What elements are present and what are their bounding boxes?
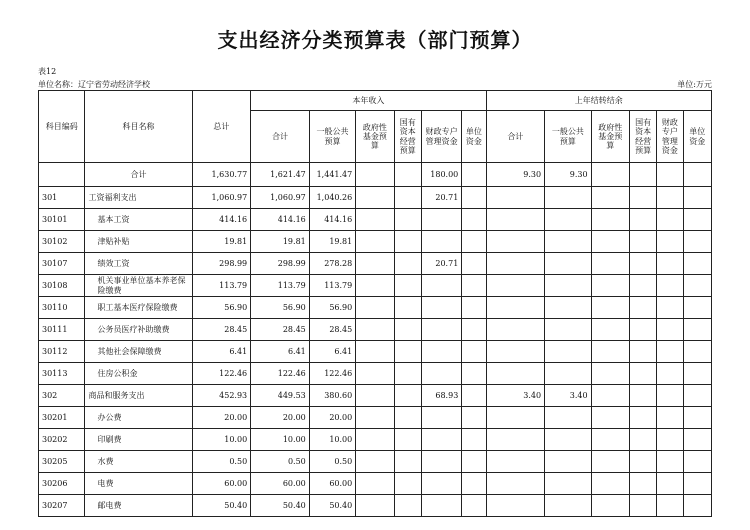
total-cell [394, 163, 421, 187]
row-value-cell [657, 429, 683, 451]
row-value-cell [545, 429, 591, 451]
row-value-cell [394, 253, 421, 275]
row-code: 30113 [39, 363, 85, 385]
row-value-cell: 113.79 [309, 275, 355, 297]
row-value-cell [591, 495, 629, 517]
row-value-cell: 68.93 [421, 385, 461, 407]
row-name: 办公费 [85, 407, 192, 429]
row-value-cell [486, 319, 545, 341]
row-value-cell [356, 363, 394, 385]
total-label: 合计 [85, 163, 192, 187]
row-value-cell [462, 429, 486, 451]
total-cell: 9.30 [545, 163, 591, 187]
row-name: 商品和服务支出 [85, 385, 192, 407]
row-value-cell [486, 253, 545, 275]
row-value-cell [356, 187, 394, 209]
row-value-cell [591, 187, 629, 209]
row-value-cell [545, 473, 591, 495]
row-value-cell: 414.16 [251, 209, 310, 231]
row-value-cell [486, 341, 545, 363]
header-code: 科目编码 [39, 91, 85, 163]
row-code: 30202 [39, 429, 85, 451]
row-value-cell [462, 275, 486, 297]
row-value-cell [629, 253, 656, 275]
row-value-cell [462, 253, 486, 275]
row-value-cell [462, 187, 486, 209]
row-value-cell [462, 473, 486, 495]
row-value-cell: 19.81 [251, 231, 310, 253]
row-value-cell: 50.40 [309, 495, 355, 517]
row-value-cell: 414.16 [192, 209, 251, 231]
row-name: 职工基本医疗保险缴费 [85, 297, 192, 319]
row-value-cell: 278.28 [309, 253, 355, 275]
row-value-cell [462, 231, 486, 253]
row-value-cell [462, 407, 486, 429]
row-value-cell [629, 451, 656, 473]
row-value-cell [629, 275, 656, 297]
row-value-cell [683, 187, 712, 209]
row-value-cell [462, 363, 486, 385]
row-value-cell [683, 363, 712, 385]
row-code: 30102 [39, 231, 85, 253]
table-row [39, 231, 712, 253]
row-value-cell [394, 275, 421, 297]
row-value-cell: 56.90 [192, 297, 251, 319]
row-value-cell: 28.45 [251, 319, 310, 341]
table-row [39, 297, 712, 319]
row-code: 30108 [39, 275, 85, 297]
row-value-cell: 113.79 [251, 275, 310, 297]
row-value-cell [545, 297, 591, 319]
row-value-cell [545, 407, 591, 429]
row-value-cell [486, 407, 545, 429]
unit-name: 单位名称：辽宁省劳动经济学校 [38, 80, 150, 89]
row-value-cell [657, 319, 683, 341]
row-value-cell [591, 451, 629, 473]
row-value-cell: 28.45 [309, 319, 355, 341]
row-value-cell: 113.79 [192, 275, 251, 297]
row-code: 302 [39, 385, 85, 407]
row-value-cell [421, 451, 461, 473]
row-value-cell [356, 209, 394, 231]
row-value-cell: 20.00 [192, 407, 251, 429]
row-value-cell [356, 253, 394, 275]
table-row [39, 319, 712, 341]
header-sub-unit: 单位资金 [462, 111, 486, 163]
row-value-cell [394, 407, 421, 429]
row-code: 30107 [39, 253, 85, 275]
row-value-cell [356, 231, 394, 253]
row-value-cell: 20.71 [421, 187, 461, 209]
row-value-cell: 1,060.97 [192, 187, 251, 209]
row-value-cell [657, 385, 683, 407]
table-row [39, 407, 712, 429]
row-value-cell [356, 275, 394, 297]
row-value-cell [629, 429, 656, 451]
header-current-year: 本年收入 [251, 91, 486, 111]
row-value-cell: 0.50 [192, 451, 251, 473]
row-value-cell [591, 297, 629, 319]
row-value-cell: 28.45 [192, 319, 251, 341]
row-value-cell [683, 253, 712, 275]
row-value-cell [657, 473, 683, 495]
header-sub2-capital: 国有资本经营预算 [629, 111, 656, 163]
header-sub-special: 财政专户管理资金 [421, 111, 461, 163]
total-cell: 1,621.47 [251, 163, 310, 187]
row-value-cell [545, 363, 591, 385]
row-value-cell: 60.00 [192, 473, 251, 495]
row-value-cell: 20.00 [309, 407, 355, 429]
total-row [39, 163, 712, 187]
row-value-cell [545, 495, 591, 517]
row-value-cell: 60.00 [251, 473, 310, 495]
table-row [39, 451, 712, 473]
row-value-cell [486, 495, 545, 517]
table-row [39, 385, 712, 407]
row-value-cell: 56.90 [309, 297, 355, 319]
row-value-cell [545, 451, 591, 473]
row-value-cell: 19.81 [309, 231, 355, 253]
row-value-cell: 414.16 [309, 209, 355, 231]
row-value-cell [486, 231, 545, 253]
header-sub2-unit: 单位资金 [683, 111, 712, 163]
row-value-cell [545, 187, 591, 209]
row-name: 住房公积金 [85, 363, 192, 385]
row-value-cell: 3.40 [486, 385, 545, 407]
table-row [39, 495, 712, 517]
row-value-cell: 6.41 [251, 341, 310, 363]
total-cell [629, 163, 656, 187]
row-value-cell [657, 297, 683, 319]
row-value-cell: 6.41 [192, 341, 251, 363]
row-value-cell: 380.60 [309, 385, 355, 407]
total-cell: 1,441.47 [309, 163, 355, 187]
row-value-cell [629, 187, 656, 209]
row-value-cell [462, 385, 486, 407]
row-value-cell [591, 275, 629, 297]
row-value-cell: 10.00 [192, 429, 251, 451]
table-number: 表12 [38, 67, 57, 76]
row-value-cell [629, 363, 656, 385]
total-cell [356, 163, 394, 187]
row-value-cell [394, 341, 421, 363]
row-value-cell [394, 363, 421, 385]
row-value-cell: 3.40 [545, 385, 591, 407]
total-cell [657, 163, 683, 187]
row-value-cell [545, 341, 591, 363]
row-value-cell [356, 297, 394, 319]
row-value-cell [486, 451, 545, 473]
row-value-cell [683, 495, 712, 517]
header-sub-total: 合计 [251, 111, 310, 163]
header-sub-fund: 政府性基金预算 [356, 111, 394, 163]
row-value-cell [545, 231, 591, 253]
row-value-cell [629, 495, 656, 517]
row-value-cell: 122.46 [192, 363, 251, 385]
row-value-cell: 56.90 [251, 297, 310, 319]
header-sub-general: 一般公共预算 [309, 111, 355, 163]
row-value-cell [394, 297, 421, 319]
row-value-cell: 452.93 [192, 385, 251, 407]
row-value-cell [356, 341, 394, 363]
total-cell: 1,630.77 [192, 163, 251, 187]
row-value-cell: 10.00 [309, 429, 355, 451]
row-name: 津贴补贴 [85, 231, 192, 253]
row-value-cell [486, 187, 545, 209]
budget-table [38, 90, 712, 517]
row-value-cell [356, 407, 394, 429]
row-value-cell [356, 473, 394, 495]
page-title: 支出经济分类预算表（部门预算） [217, 28, 533, 52]
row-value-cell [629, 473, 656, 495]
row-value-cell [421, 341, 461, 363]
row-name: 机关事业单位基本养老保险缴费 [85, 275, 192, 297]
row-value-cell [591, 363, 629, 385]
row-value-cell [683, 231, 712, 253]
row-value-cell [545, 275, 591, 297]
row-value-cell [394, 473, 421, 495]
row-value-cell [462, 341, 486, 363]
table-row [39, 275, 712, 297]
row-value-cell: 50.40 [251, 495, 310, 517]
row-value-cell [591, 407, 629, 429]
row-value-cell: 0.50 [251, 451, 310, 473]
row-code: 30206 [39, 473, 85, 495]
row-value-cell [462, 209, 486, 231]
header-sub2-fund: 政府性基金预算 [591, 111, 629, 163]
header-carryover: 上年结转结余 [486, 91, 711, 111]
total-code-cell [39, 163, 85, 187]
row-value-cell [421, 275, 461, 297]
row-value-cell [657, 407, 683, 429]
total-cell [462, 163, 486, 187]
row-value-cell [356, 495, 394, 517]
row-value-cell [683, 473, 712, 495]
row-value-cell [629, 209, 656, 231]
row-value-cell: 449.53 [251, 385, 310, 407]
row-value-cell [394, 231, 421, 253]
total-cell [591, 163, 629, 187]
row-value-cell [356, 319, 394, 341]
row-value-cell: 122.46 [251, 363, 310, 385]
row-value-cell [462, 297, 486, 319]
row-name: 水费 [85, 451, 192, 473]
header-sub2-general: 一般公共预算 [545, 111, 591, 163]
row-value-cell: 1,040.26 [309, 187, 355, 209]
row-value-cell [683, 341, 712, 363]
row-value-cell [421, 209, 461, 231]
row-value-cell [657, 253, 683, 275]
row-value-cell [657, 363, 683, 385]
row-value-cell [591, 429, 629, 451]
row-value-cell [591, 319, 629, 341]
row-value-cell [394, 319, 421, 341]
row-value-cell [462, 495, 486, 517]
row-value-cell [462, 319, 486, 341]
row-value-cell [462, 451, 486, 473]
row-value-cell [421, 363, 461, 385]
row-name: 公务员医疗补助缴费 [85, 319, 192, 341]
row-value-cell [683, 275, 712, 297]
header-total: 总计 [192, 91, 251, 163]
row-value-cell [629, 319, 656, 341]
row-code: 30111 [39, 319, 85, 341]
row-code: 30201 [39, 407, 85, 429]
row-value-cell [683, 407, 712, 429]
row-value-cell: 6.41 [309, 341, 355, 363]
header-sub2-total: 合计 [486, 111, 545, 163]
row-code: 30205 [39, 451, 85, 473]
header-sub2-special: 财政专户管理资金 [657, 111, 683, 163]
row-code: 30110 [39, 297, 85, 319]
header-sub-capital: 国有资本经营预算 [394, 111, 421, 163]
row-value-cell [394, 187, 421, 209]
row-value-cell [394, 451, 421, 473]
row-name: 电费 [85, 473, 192, 495]
unit-label: 单位:万元 [677, 80, 712, 89]
row-value-cell [356, 451, 394, 473]
table-row [39, 209, 712, 231]
row-value-cell [421, 231, 461, 253]
row-value-cell: 1,060.97 [251, 187, 310, 209]
row-value-cell [421, 297, 461, 319]
table-row [39, 341, 712, 363]
row-value-cell [486, 429, 545, 451]
row-name: 工资福利支出 [85, 187, 192, 209]
row-value-cell [657, 275, 683, 297]
row-name: 邮电费 [85, 495, 192, 517]
row-value-cell [683, 209, 712, 231]
row-name: 绩效工资 [85, 253, 192, 275]
row-name: 基本工资 [85, 209, 192, 231]
row-value-cell: 298.99 [192, 253, 251, 275]
row-value-cell [591, 231, 629, 253]
row-value-cell [591, 473, 629, 495]
row-value-cell [657, 187, 683, 209]
row-value-cell [421, 319, 461, 341]
row-value-cell [545, 253, 591, 275]
row-value-cell: 60.00 [309, 473, 355, 495]
row-value-cell [629, 385, 656, 407]
total-cell: 180.00 [421, 163, 461, 187]
table-row [39, 187, 712, 209]
row-value-cell [657, 341, 683, 363]
row-value-cell [629, 231, 656, 253]
row-value-cell [356, 429, 394, 451]
row-value-cell [629, 407, 656, 429]
row-value-cell [394, 209, 421, 231]
row-value-cell [683, 319, 712, 341]
row-name: 印刷费 [85, 429, 192, 451]
table-row [39, 473, 712, 495]
row-value-cell [421, 473, 461, 495]
row-name: 其他社会保障缴费 [85, 341, 192, 363]
row-value-cell: 20.00 [251, 407, 310, 429]
row-value-cell [486, 297, 545, 319]
row-value-cell: 298.99 [251, 253, 310, 275]
row-value-cell: 50.40 [192, 495, 251, 517]
row-value-cell [394, 429, 421, 451]
row-value-cell: 19.81 [192, 231, 251, 253]
row-value-cell [486, 209, 545, 231]
row-value-cell [629, 297, 656, 319]
row-value-cell [683, 429, 712, 451]
total-cell [683, 163, 712, 187]
row-value-cell [657, 495, 683, 517]
row-value-cell [486, 275, 545, 297]
row-value-cell [591, 341, 629, 363]
table-row [39, 363, 712, 385]
row-value-cell [545, 319, 591, 341]
row-code: 30207 [39, 495, 85, 517]
row-value-cell [683, 451, 712, 473]
row-value-cell: 122.46 [309, 363, 355, 385]
row-value-cell [683, 297, 712, 319]
total-cell: 9.30 [486, 163, 545, 187]
row-code: 30101 [39, 209, 85, 231]
row-code: 301 [39, 187, 85, 209]
row-value-cell [486, 473, 545, 495]
row-value-cell [657, 231, 683, 253]
row-value-cell [591, 209, 629, 231]
row-value-cell [394, 385, 421, 407]
row-value-cell [486, 363, 545, 385]
row-value-cell [591, 253, 629, 275]
row-value-cell [394, 495, 421, 517]
row-value-cell: 20.71 [421, 253, 461, 275]
table-row [39, 253, 712, 275]
row-value-cell [629, 341, 656, 363]
row-value-cell [657, 451, 683, 473]
row-value-cell [545, 209, 591, 231]
row-code: 30112 [39, 341, 85, 363]
table-row [39, 429, 712, 451]
row-value-cell [421, 495, 461, 517]
row-value-cell [683, 385, 712, 407]
row-value-cell: 10.00 [251, 429, 310, 451]
row-value-cell [591, 385, 629, 407]
row-value-cell: 0.50 [309, 451, 355, 473]
row-value-cell [421, 407, 461, 429]
row-value-cell [356, 385, 394, 407]
row-value-cell [421, 429, 461, 451]
header-name: 科目名称 [85, 91, 192, 163]
row-value-cell [657, 209, 683, 231]
